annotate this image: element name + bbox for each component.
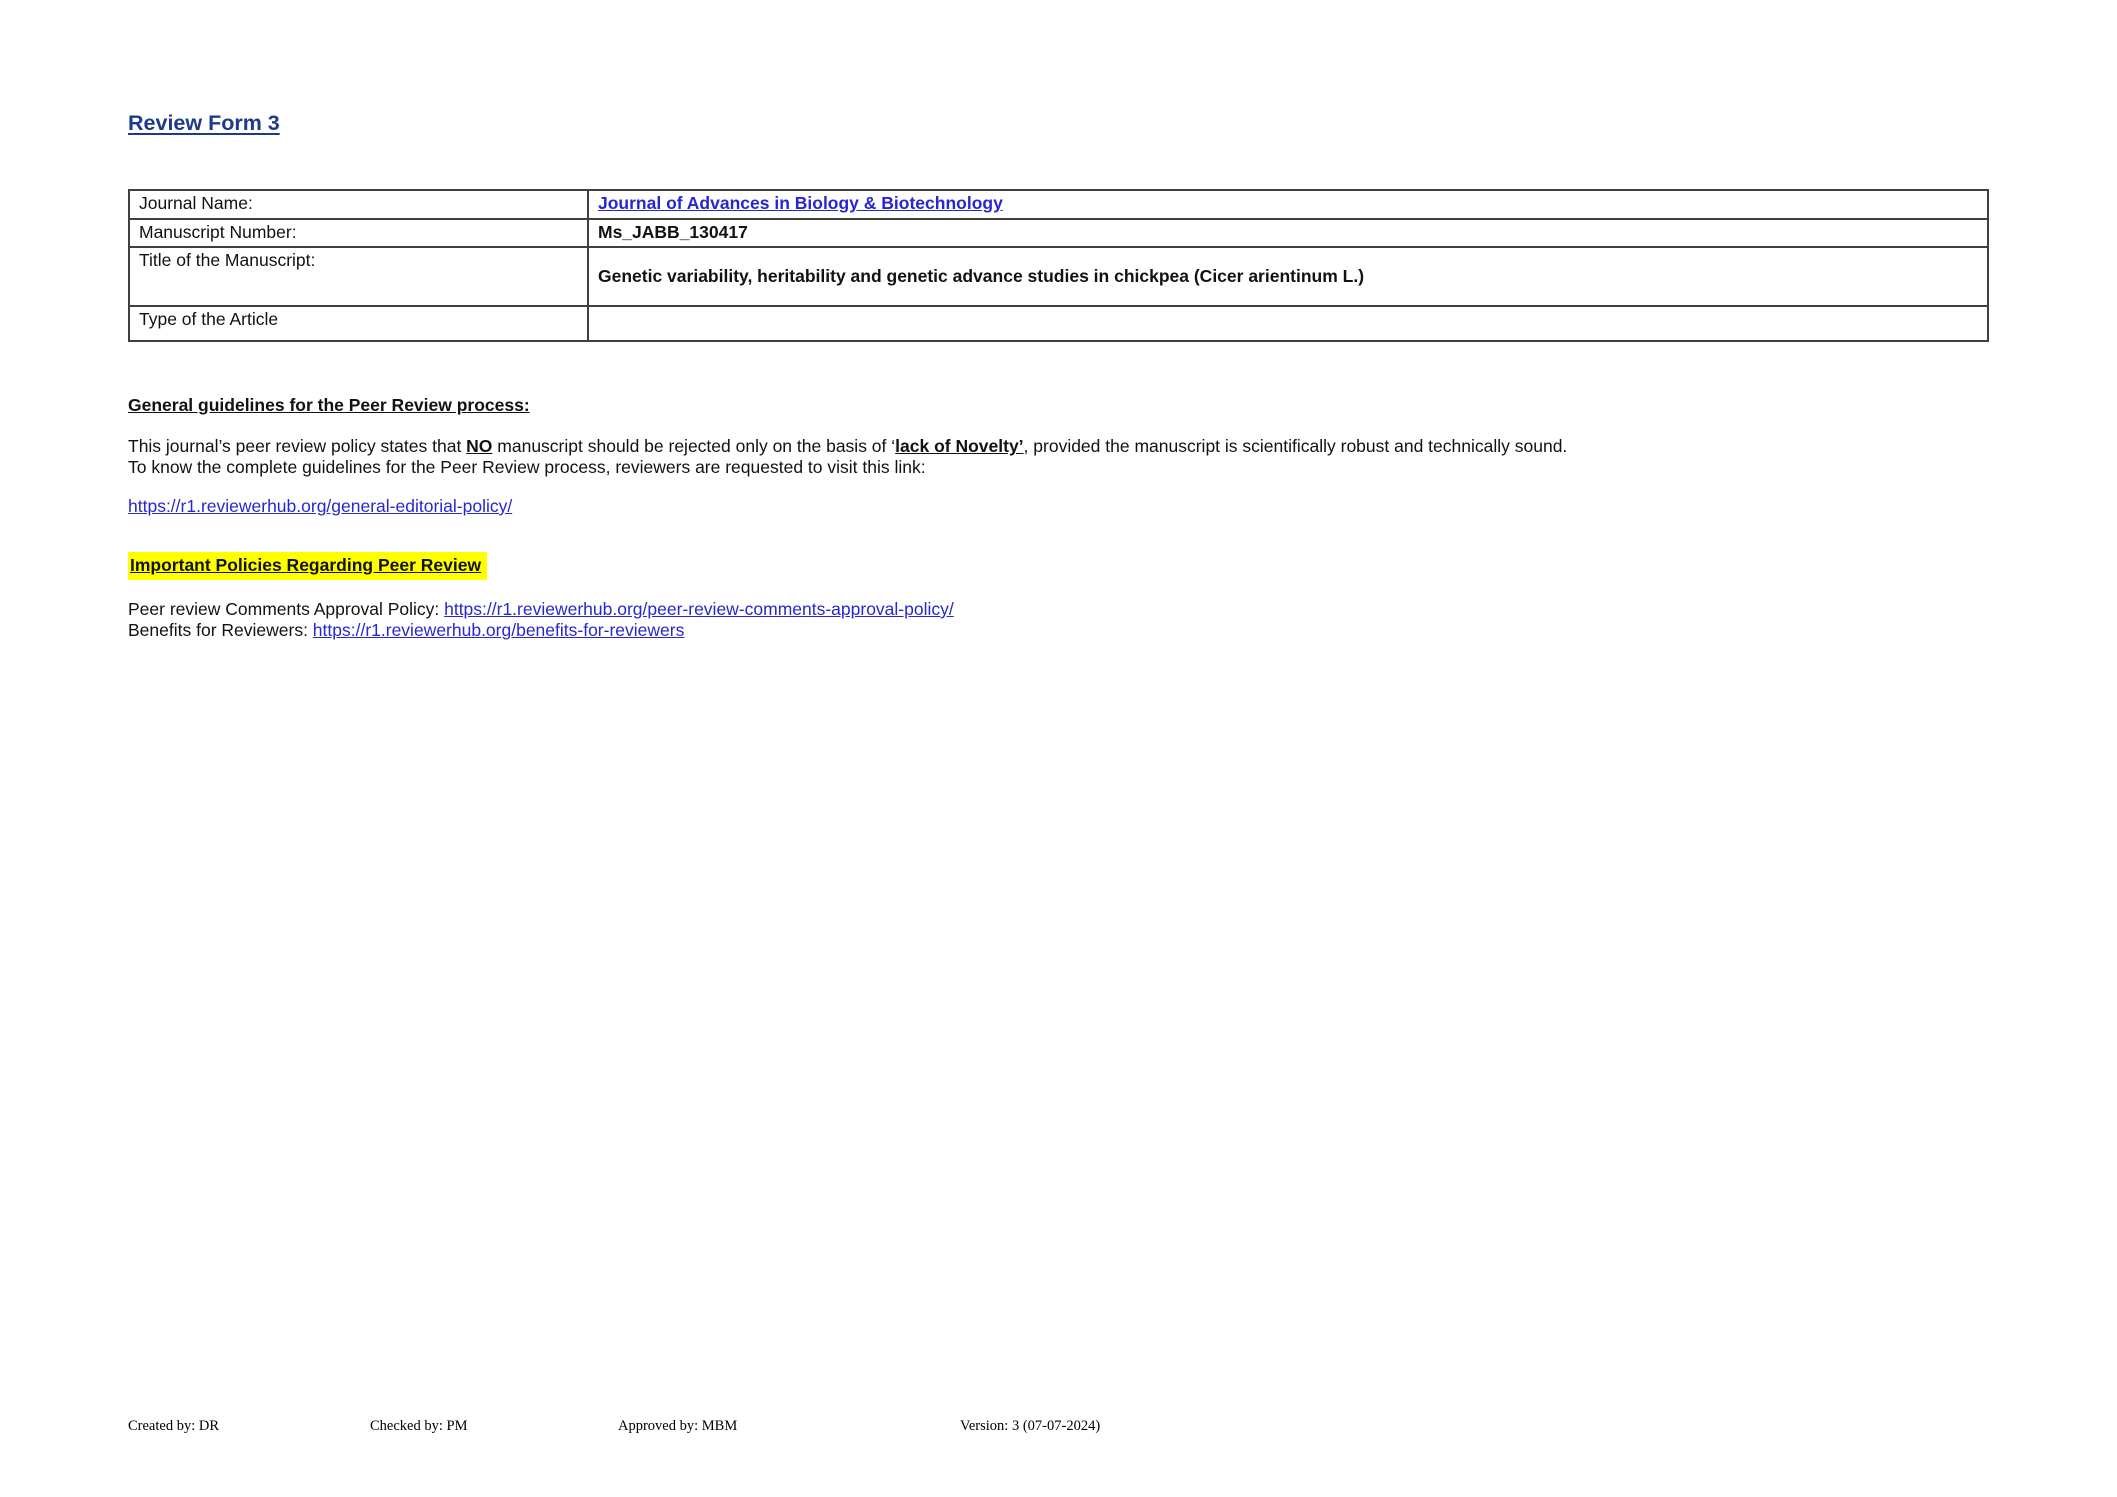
approval-policy-label: Peer review Comments Approval Policy:	[128, 599, 445, 619]
paragraph-text: , provided the manuscript is scientifically robust and technically sound.	[1023, 436, 1568, 456]
benefits-for-reviewers-link[interactable]: https://r1.reviewerhub.org/benefits-for-reviewers	[312, 619, 685, 640]
journal-name-label: Journal Name:	[129, 190, 588, 219]
footer-version: Version: 3 (07-07-2024)	[960, 1418, 1101, 1434]
paragraph-text: This journal’s peer review policy states that	[128, 436, 467, 456]
manuscript-info-table	[128, 189, 1989, 342]
footer-created-by: Created by: DR	[128, 1418, 220, 1434]
journal-name-link[interactable]: Journal of Advances in Biology & Biotechnology	[598, 193, 1003, 213]
general-guidelines-heading: General guidelines for the Peer Review process:	[128, 395, 530, 415]
manuscript-title-label: Title of the Manuscript:	[129, 247, 588, 306]
footer-approved-by: Approved by: MBM	[618, 1418, 738, 1434]
policies-links-block	[128, 599, 954, 641]
table-row-manuscript-number	[129, 219, 1988, 247]
lack-of-novelty-emphasis: lack of Novelty’	[895, 436, 1024, 456]
table-row-manuscript-title	[129, 247, 1988, 306]
manuscript-number-label: Manuscript Number:	[129, 219, 588, 247]
article-type-label: Type of the Article	[129, 306, 588, 341]
paragraph-text: manuscript should be rejected only on the basis of ‘	[492, 436, 896, 456]
table-row-article-type	[129, 306, 1988, 341]
manuscript-number-value: Ms_JABB_130417	[588, 219, 1988, 247]
approval-policy-link[interactable]: https://r1.reviewerhub.org/peer-review-comments-approval-policy/	[444, 599, 954, 619]
general-editorial-policy-link[interactable]: https://r1.reviewerhub.org/general-editorial-policy/	[128, 496, 513, 516]
benefits-label: Benefits for Reviewers:	[128, 619, 313, 640]
article-type-value	[588, 306, 1988, 341]
important-policies-heading: Important Policies Regarding Peer Review	[128, 552, 487, 580]
footer-checked-by: Checked by: PM	[370, 1418, 468, 1434]
manuscript-title-value: Genetic variability, heritability and genetic advance studies in chickpea (Cicer arientinum L.)	[588, 247, 1988, 306]
page-title: Review Form 3	[128, 111, 280, 135]
guidelines-paragraph	[128, 436, 1948, 478]
paragraph-text: To know the complete guidelines for the Peer Review process, reviewers are requested to visit this link:	[128, 456, 926, 477]
no-emphasis: NO	[466, 436, 493, 456]
table-row-journal-name	[129, 190, 1988, 219]
